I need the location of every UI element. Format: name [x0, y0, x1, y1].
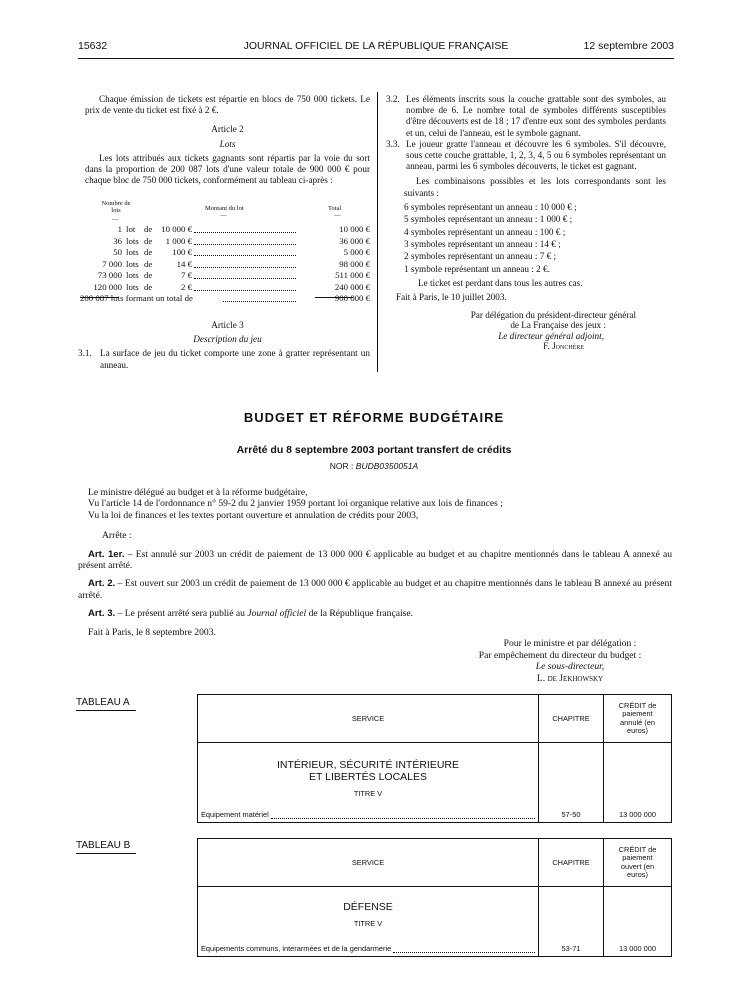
lot-total: 5 000 €: [343, 247, 370, 257]
lot-amount: 7 €: [181, 270, 192, 280]
column-divider: [377, 92, 378, 372]
signature-line-2: de La Française des jeux :: [510, 320, 606, 331]
art1-text: – Est annulé sur 2003 un crédit de paiement de 13 000 000 € applicable au budget et au chapitre mentionnés dans le tableau A annexé au présent arrêté.: [78, 548, 672, 572]
tableau-a-titre: TITRE V: [353, 789, 383, 798]
lot-unit: lots: [126, 258, 139, 269]
article-2: [78, 578, 672, 601]
tableau-a-header-service: SERVICE: [198, 695, 539, 743]
section-title: BUDGET ET RÉFORME BUDGÉTAIRE: [243, 410, 505, 425]
combination-item: 4 symboles représentant un anneau : 100 € ;: [404, 226, 566, 237]
article-2-title: Article 2: [211, 124, 244, 135]
p33-text: Le joueur gratte l'anneau et découvre les 6 symboles. S'il découvre, sous cette couche grattable, 1, 2, 3, 4, 5 ou 6 symboles représentant un anneau, parmi les 6 symboles découverts, le ticket est gagnant.: [406, 138, 666, 172]
lot-count: 120 000: [93, 281, 122, 292]
lots-header-amount: Montant du lot: [205, 205, 244, 212]
lot-count: 1: [117, 224, 122, 234]
article-3-title: Article 3: [211, 320, 244, 330]
p32-text: Les éléments inscrits sous la couche grattable sont des symboles, au nombre de 6. Le nombre total de symboles différents susceptibles d'être découverts est de 18 ; 17 d'entre eux sont des symboles perdants et un, celui de l'anneau, est le symbole gagnant.: [406, 94, 666, 138]
tableau-b-row: [201, 944, 535, 953]
lot-de: de: [144, 224, 153, 234]
lot-total: 98 000 €: [339, 258, 370, 269]
lot-unit: lot: [126, 224, 136, 234]
signature-date: Fait à Paris, le 10 juillet 2003.: [396, 292, 507, 303]
lot-total: 511 000 €: [335, 270, 370, 280]
article-2-subtitle: Lots: [219, 138, 236, 149]
art3-text-italic: Journal officiel: [247, 608, 307, 620]
lots-row: [80, 224, 370, 236]
visa-3: Vu la loi de finances et les textes portant ouverture et annulation de crédits pour 2003,: [88, 509, 419, 521]
tableau-b-row-credit: 13 000 000: [604, 887, 672, 957]
article-1: [78, 549, 672, 572]
losing-text: Le ticket est perdant dans tous les autres cas.: [418, 278, 583, 289]
lots-row: [80, 270, 370, 282]
lots-sum-text: 200 087 lots formant un total de: [80, 293, 193, 303]
arrete-sig-2: Par empêchement du directeur du budget :: [478, 649, 642, 661]
tableau-b: [197, 838, 672, 957]
page-header: [78, 40, 674, 58]
arrete-body: [78, 487, 672, 638]
paragraph-3-1: [78, 348, 370, 370]
lot-count: 7 000: [102, 258, 122, 269]
lot-de: de: [144, 281, 153, 292]
lots-row: [80, 236, 370, 248]
combinations-intro: Les combinaisons possibles et les lots correspondants sont les suivants :: [404, 176, 666, 198]
p31-text: La surface de jeu du ticket comporte une zone à gratter représentant un anneau.: [100, 348, 370, 370]
tableau-b-header-credit: CRÉDIT de paiement ouvert (en euros): [604, 839, 672, 887]
lot-unit: lots: [126, 270, 139, 280]
lot-de: de: [144, 258, 153, 269]
lot-amount: 10 000 €: [161, 224, 192, 234]
tableau-a-label: TABLEAU A: [76, 697, 130, 708]
visa-1: Le ministre délégué au budget et à la réforme budgétaire,: [88, 487, 308, 498]
paragraph-3-2: [386, 94, 666, 139]
arrete-sig-1: Pour le ministre et par délégation :: [503, 638, 637, 649]
art2-text: – Est ouvert sur 2003 un crédit de paiement de 13 000 000 € applicable au budget et au chapitre mentionnés dans le tableau B annexé au présent arrêté.: [78, 578, 672, 601]
lot-amount: 100 €: [172, 247, 192, 257]
arrete-title: Arrêté du 8 septembre 2003 portant transfert de crédits: [236, 444, 512, 456]
combination-item: 5 symboles représentant un anneau : 1 000 € ;: [404, 214, 573, 225]
arrete-signature: [470, 638, 670, 684]
tableau-b-header-chapitre: CHAPITRE: [539, 839, 604, 887]
lot-unit: lots: [126, 235, 139, 246]
p32-number: 3.2.: [386, 94, 400, 104]
p33-number: 3.3.: [386, 138, 400, 149]
lots-sum-row: [80, 293, 370, 305]
arrete-sig-3: Le sous-directeur,: [535, 661, 605, 672]
signature-name: F. Jonchère: [543, 341, 584, 352]
arrete-done: Fait à Paris, le 8 septembre 2003.: [88, 626, 216, 638]
tableau-a-row-label: Equipement matériel: [201, 810, 269, 819]
tableau-b-label: TABLEAU B: [76, 840, 131, 851]
lot-de: de: [144, 235, 153, 246]
tableau-a: [197, 694, 672, 823]
combinations-list: [386, 201, 666, 275]
lots-header-total: Total: [328, 205, 342, 212]
article-2-text: Les lots attribués aux tickets gagnants sont répartis par la voie du sort dans la proportion de 200 087 lots d'une valeur totale de 900 000 € pour chaque bloc de 750 000 tickets, conformément au tableau ci-après :: [85, 152, 370, 186]
article-3-final: [78, 608, 672, 619]
tableau-b-row-chapitre: 53-71: [539, 887, 604, 957]
lot-unit: lots: [126, 281, 139, 292]
lots-header-count: Nombre de lots: [101, 200, 131, 214]
right-column: [386, 94, 666, 352]
tableau-a-header-credit: CRÉDIT de paiement annulé (en euros): [604, 695, 672, 743]
p31-number: 3.1.: [78, 348, 92, 359]
lots-row: [80, 247, 370, 259]
nor-value: BUDB0350051A: [355, 461, 419, 471]
tableau-b-titre: TITRE V: [353, 919, 383, 928]
lot-amount: 14 €: [176, 258, 192, 269]
art3-text-a: – Le présent arrêté sera publié au: [115, 608, 248, 620]
combination-item: 2 symboles représentant un anneau : 7 € ;: [404, 251, 557, 262]
tableau-b-row-label: Equipements communs, interarmées et de la gendarmerie: [201, 944, 392, 953]
tableau-b-service-cell: [198, 887, 539, 957]
lot-count: 36: [113, 235, 122, 246]
arrete-sig-4: L. de Jekhowsky: [536, 672, 604, 684]
lot-de: de: [144, 270, 153, 280]
signature-line-1: Par délégation du président-directeur général: [470, 309, 636, 320]
tableau-b-header-service: SERVICE: [198, 839, 539, 887]
tableau-b-label-rule: [76, 853, 136, 854]
tableau-a-section-1: INTÉRIEUR, SÉCURITÉ INTÉRIEURE: [276, 759, 460, 771]
tableau-a-row-credit: 13 000 000: [604, 743, 672, 823]
lots-table: Nombre de lots Montant du lot Total — — — 1 lot de 10 000 € 10 000 € 36 lots de 1 000 € 36 000 € 50 lots de 100 € 5 000 € 7 000 lots de 14 € 98 000 € 73 000 lots de 7 € 511 000 € 120 000 lots de 2 € 240 000 € 200 087 lots formant un total de 900 000 €: [80, 200, 370, 303]
lot-amount: 1 000 €: [165, 235, 192, 246]
tableau-a-service-cell: [198, 743, 539, 823]
lots-row: [80, 282, 370, 294]
tableau-a-section-2: ET LIBERTÉS LOCALES: [308, 771, 428, 783]
tableau-a-row: [201, 810, 535, 819]
tableau-a-header-chapitre: CHAPITRE: [539, 695, 604, 743]
left-column: [85, 94, 370, 186]
art3-text-b: de la République française.: [306, 608, 414, 620]
lot-total: 10 000 €: [339, 224, 370, 234]
lots-sum-total: 900 000 €: [334, 293, 370, 303]
art2-label: Art. 2.: [88, 578, 116, 590]
article-3: [78, 320, 370, 371]
header-rule: [78, 58, 674, 59]
lot-amount: 2 €: [181, 281, 192, 292]
tableau-a-row-chapitre: 57-50: [539, 743, 604, 823]
visa-2: Vu l'article 14 de l'ordonnance n° 59-2 du 2 janvier 1959 portant loi organique relative aux lois de finances ;: [88, 498, 503, 510]
lot-total: 36 000 €: [339, 235, 370, 246]
paragraph-3-3: [386, 139, 666, 173]
issue-date: 12 septembre 2003: [583, 40, 674, 52]
art3-label: Art. 3.: [88, 608, 116, 620]
intro-paragraph: Chaque émission de tickets est répartie en blocs de 750 000 tickets. Le prix de vente du ticket est fixé à 2 €.: [85, 94, 370, 116]
art1-label: Art. 1er.: [88, 548, 125, 560]
lot-unit: lots: [126, 247, 139, 257]
lots-row: [80, 259, 370, 271]
signature-block: [386, 310, 666, 352]
combination-item: 3 symboles représentant un anneau : 14 € ;: [404, 239, 561, 250]
nor-line: [0, 461, 748, 471]
combination-item: 6 symboles représentant un anneau : 10 000 € ;: [404, 201, 577, 212]
tableau-b-section-1: DÉFENSE: [343, 901, 393, 913]
article-3-subtitle: Description du jeu: [193, 334, 262, 345]
lot-count: 50: [113, 247, 122, 257]
lot-de: de: [144, 247, 153, 257]
arrete-word: Arrête :: [102, 530, 132, 542]
nor-label: NOR :: [329, 461, 354, 471]
journal-title: JOURNAL OFFICIEL DE LA RÉPUBLIQUE FRANÇAISE: [243, 40, 509, 52]
lot-count: 73 000: [97, 270, 122, 280]
page-number: 15632: [78, 40, 108, 52]
combination-item: 1 symbole représentant un anneau : 2 €.: [404, 263, 550, 274]
lot-total: 240 000 €: [334, 281, 370, 292]
tableau-a-label-rule: [76, 710, 136, 711]
signature-line-3: Le directeur général adjoint,: [498, 330, 604, 341]
